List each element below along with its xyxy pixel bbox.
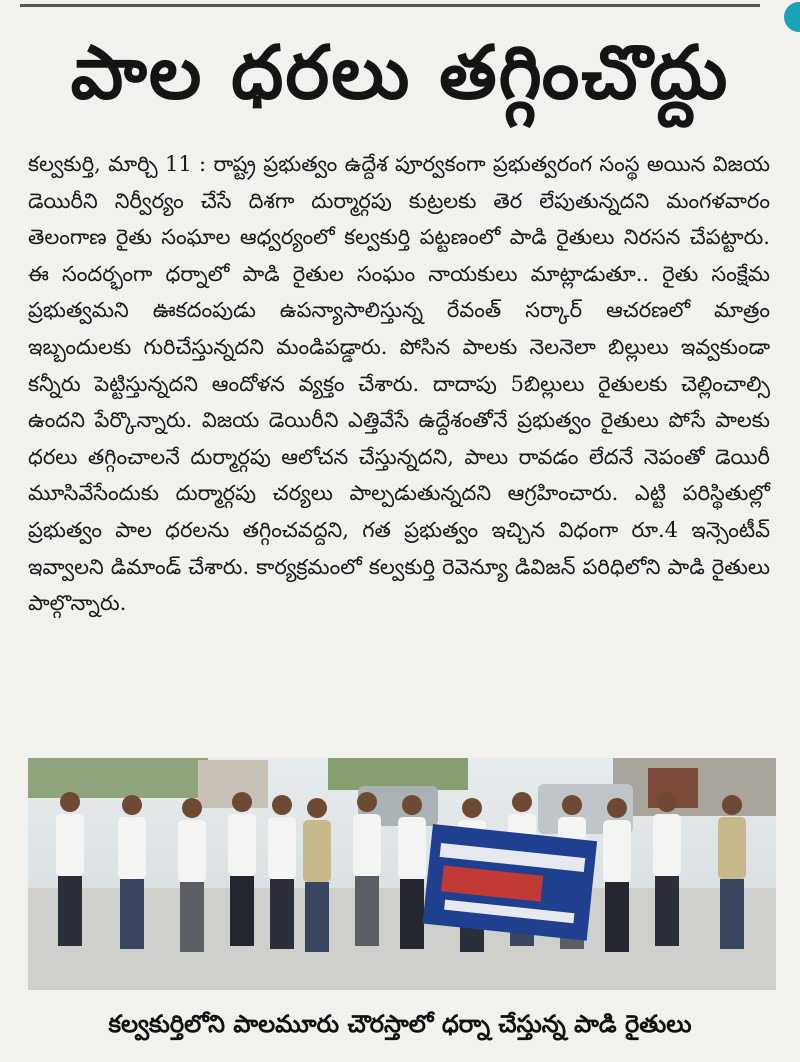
top-rule — [20, 4, 760, 7]
protester-figure — [56, 792, 84, 946]
protester-figure — [398, 795, 426, 949]
article-body: కల్వకుర్తి, మార్చి 11 : రాష్ట్ర ప్రభుత్వం ఉద్దేశ పూర్వకంగా ప్రభుత్వరంగ సంస్థ అయిన విజయ డెయిరీని నిర్వీర్యం చేసే దిశగా దుర్మార్గపు కుట్రలకు తెర లేపుతున్నదని మంగళవారం తెలంగాణ రైతు సంఘాల ఆధ్వర్యంలో కల్వకుర్తి పట్టణంలో పాడి రైతులు నిరసన చేపట్టారు. ఈ సందర్భంగా ధర్నాలో పాడి రైతుల సంఘం నాయకులు మాట్లాడుతూ.. రైతు సంక్షేమ ప్రభుత్వమని ఊకదంపుడు ఉపన్యాసాలిస్తున్న రేవంత్ సర్కార్ ఆచరణలో మాత్రం ఇబ్బందులకు గురిచేస్తున్నదని మండిపడ్డారు. పోసిన పాలకు నెలనెలా బిల్లులు ఇవ్వకుండా కన్నీరు పెట్టిస్తున్నదని ఆందోళన వ్యక్తం చేశారు. దాదాపు 5బిల్లులు రైతులకు చెల్లించాల్సి ఉందని పేర్కొన్నారు. విజయ డెయిరీని ఎత్తివేసే ఉద్దేశంతోనే ప్రభుత్వం రైతులు పోసే పాలకు ధరలు తగ్గించాలనే దుర్మార్గపు ఆలోచన చేస్తున్నదని, పాలు రావడం లేదనే నెపంతో డెయిరీ మూసివేసేందుకు దుర్మార్గపు చర్యలు పాల్పడుతున్నదని ఆగ్రహించారు. ఎట్టి పరిస్థితుల్లో ప్రభుత్వం పాల ధరలను తగ్గించవద్దని, గత ప్రభుత్వం ఇచ్చిన విధంగా రూ.4 ఇన్సెంటీవ్ ఇవ్వాలని డిమాండ్ చేశారు. కార్యక్రమంలో కల్వకుర్తి రెవెన్యూ డివిజన్ పరిధిలోని పాడి రైతులు పాల్గొన్నారు. — [28, 152, 770, 616]
protester-figure — [353, 792, 381, 946]
headline: పాల ధరలు తగ్గించొద్దు — [70, 30, 730, 116]
protester-figure — [603, 798, 631, 952]
protester-figure — [228, 792, 256, 946]
protester-figure — [178, 798, 206, 952]
photo-caption: కల్వకుర్తిలోని పాలమూరు చౌరస్తాలో ధర్నా చేస్తున్న పాడి రైతులు — [108, 1010, 692, 1038]
protester-figure — [718, 795, 746, 949]
protest-photo-illustration — [28, 758, 776, 990]
protester-figure — [653, 792, 681, 946]
protester-figure — [268, 795, 296, 949]
corner-dot — [784, 2, 800, 32]
protester-figure — [118, 795, 146, 949]
news-photo — [28, 758, 776, 990]
protester-figure — [303, 798, 331, 952]
